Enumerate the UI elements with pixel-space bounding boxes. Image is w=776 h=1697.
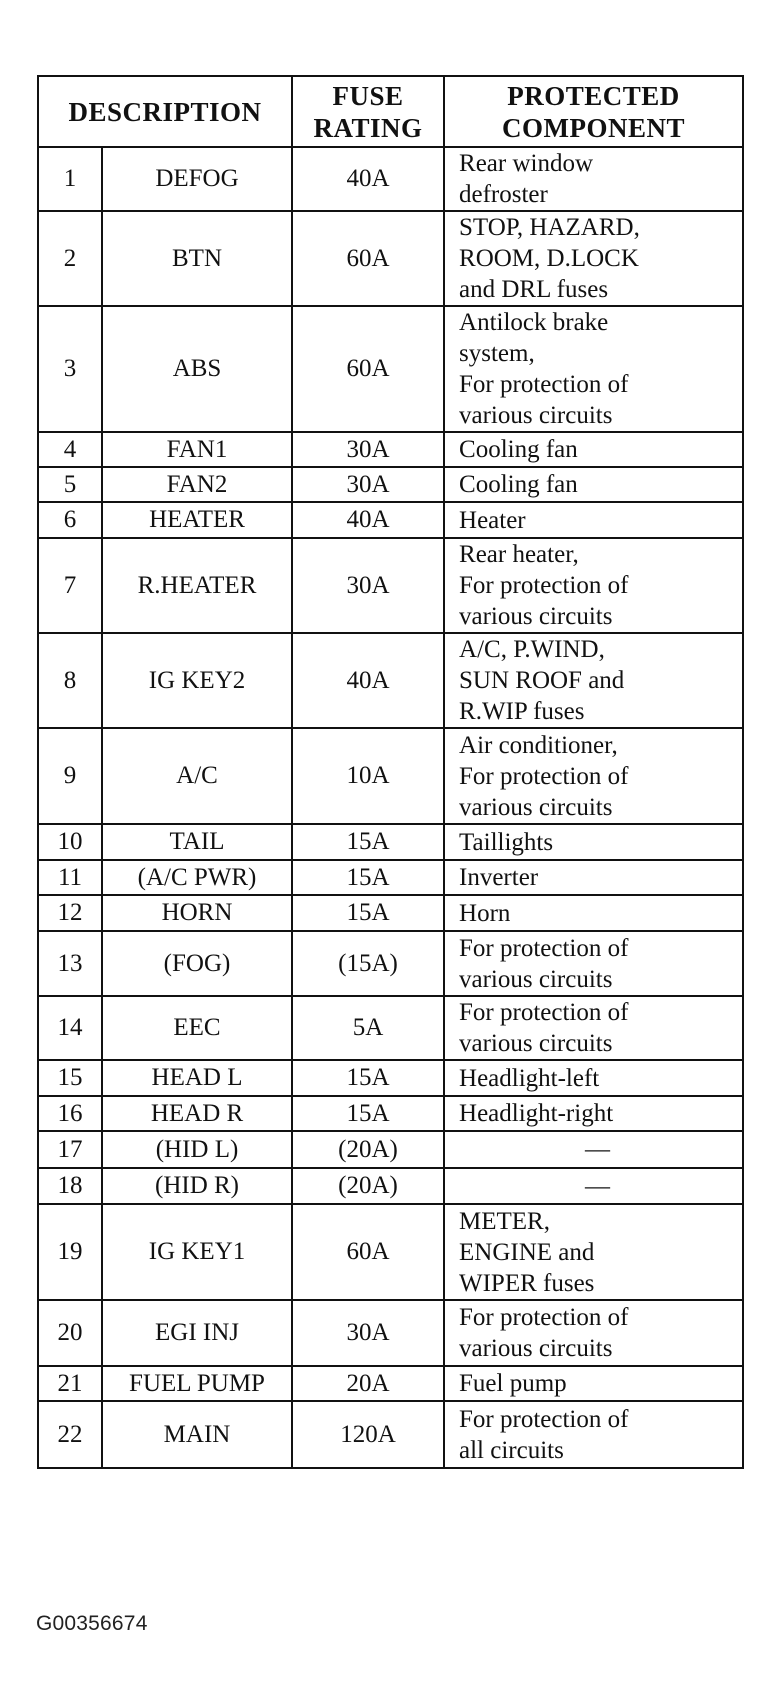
fuse-number: 3 bbox=[38, 306, 102, 432]
protected-component: METER, ENGINE and WIPER fuses bbox=[444, 1204, 743, 1300]
fuse-number: 2 bbox=[38, 211, 102, 306]
table-row bbox=[38, 1096, 743, 1131]
fuse-name: HEAD R bbox=[102, 1096, 292, 1131]
fuse-name: A/C bbox=[102, 728, 292, 824]
fuse-number: 18 bbox=[38, 1168, 102, 1204]
fuse-name: HEAD L bbox=[102, 1060, 292, 1096]
fuse-rating: 15A bbox=[292, 1060, 444, 1096]
fuse-name: (FOG) bbox=[102, 931, 292, 996]
fuse-rating: 60A bbox=[292, 1204, 444, 1300]
table-row bbox=[38, 538, 743, 633]
fuse-name: EGI INJ bbox=[102, 1300, 292, 1366]
protected-component: For protection of various circuits bbox=[444, 996, 743, 1060]
table-row bbox=[38, 1366, 743, 1401]
header-protected-component: PROTECTED COMPONENT bbox=[444, 76, 743, 147]
protected-component: Taillights bbox=[444, 824, 743, 860]
protected-component: Headlight-right bbox=[444, 1096, 743, 1131]
table-row bbox=[38, 996, 743, 1060]
fuse-number: 11 bbox=[38, 860, 102, 895]
fuse-number: 15 bbox=[38, 1060, 102, 1096]
fuse-number: 6 bbox=[38, 502, 102, 538]
fuse-number: 14 bbox=[38, 996, 102, 1060]
fuse-table-body bbox=[38, 147, 743, 1468]
fuse-name: (A/C PWR) bbox=[102, 860, 292, 895]
fuse-rating: 15A bbox=[292, 895, 444, 931]
protected-component: For protection of all circuits bbox=[444, 1401, 743, 1468]
protected-component: Air conditioner, For protection of various circuits bbox=[444, 728, 743, 824]
fuse-number: 10 bbox=[38, 824, 102, 860]
fuse-name: TAIL bbox=[102, 824, 292, 860]
protected-component: STOP, HAZARD, ROOM, D.LOCK and DRL fuses bbox=[444, 211, 743, 306]
protected-component: For protection of various circuits bbox=[444, 931, 743, 996]
table-row bbox=[38, 1300, 743, 1366]
fuse-rating: 40A bbox=[292, 633, 444, 728]
protected-component: Rear heater, For protection of various circuits bbox=[444, 538, 743, 633]
fuse-rating: 40A bbox=[292, 147, 444, 211]
fuse-rating: 20A bbox=[292, 1366, 444, 1401]
fuse-name: IG KEY2 bbox=[102, 633, 292, 728]
fuse-table bbox=[37, 75, 744, 1469]
fuse-number: 20 bbox=[38, 1300, 102, 1366]
fuse-name: IG KEY1 bbox=[102, 1204, 292, 1300]
protected-component: Horn bbox=[444, 895, 743, 931]
fuse-number: 7 bbox=[38, 538, 102, 633]
fuse-rating: 60A bbox=[292, 306, 444, 432]
fuse-number: 4 bbox=[38, 432, 102, 467]
protected-component: Rear window defroster bbox=[444, 147, 743, 211]
fuse-rating: 30A bbox=[292, 467, 444, 502]
table-row bbox=[38, 1131, 743, 1168]
fuse-number: 16 bbox=[38, 1096, 102, 1131]
fuse-rating: (20A) bbox=[292, 1131, 444, 1168]
fuse-rating: (15A) bbox=[292, 931, 444, 996]
fuse-rating: 120A bbox=[292, 1401, 444, 1468]
table-row bbox=[38, 931, 743, 996]
fuse-number: 9 bbox=[38, 728, 102, 824]
fuse-name: MAIN bbox=[102, 1401, 292, 1468]
fuse-name: FUEL PUMP bbox=[102, 1366, 292, 1401]
table-row bbox=[38, 502, 743, 538]
figure-caption: G00356674 bbox=[36, 1612, 148, 1635]
protected-component: Antilock brake system, For protection of various circuits bbox=[444, 306, 743, 432]
table-row bbox=[38, 306, 743, 432]
table-row bbox=[38, 1060, 743, 1096]
table-row bbox=[38, 728, 743, 824]
fuse-number: 22 bbox=[38, 1401, 102, 1468]
fuse-name: FAN1 bbox=[102, 432, 292, 467]
protected-component: — bbox=[444, 1168, 743, 1204]
fuse-number: 19 bbox=[38, 1204, 102, 1300]
table-row bbox=[38, 895, 743, 931]
fuse-name: BTN bbox=[102, 211, 292, 306]
table-row bbox=[38, 467, 743, 502]
fuse-name: HEATER bbox=[102, 502, 292, 538]
protected-component: Cooling fan bbox=[444, 432, 743, 467]
protected-component: Inverter bbox=[444, 860, 743, 895]
fuse-rating: 30A bbox=[292, 538, 444, 633]
protected-component: For protection of various circuits bbox=[444, 1300, 743, 1366]
fuse-name: FAN2 bbox=[102, 467, 292, 502]
fuse-number: 5 bbox=[38, 467, 102, 502]
fuse-rating: (20A) bbox=[292, 1168, 444, 1204]
protected-component: Fuel pump bbox=[444, 1366, 743, 1401]
fuse-rating: 15A bbox=[292, 860, 444, 895]
fuse-number: 12 bbox=[38, 895, 102, 931]
fuse-rating: 5A bbox=[292, 996, 444, 1060]
fuse-name: ABS bbox=[102, 306, 292, 432]
table-row bbox=[38, 1168, 743, 1204]
table-row bbox=[38, 1204, 743, 1300]
protected-component: — bbox=[444, 1131, 743, 1168]
header-fuse-rating: FUSE RATING bbox=[292, 76, 444, 147]
protected-component: A/C, P.WIND, SUN ROOF and R.WIP fuses bbox=[444, 633, 743, 728]
fuse-rating: 15A bbox=[292, 824, 444, 860]
fuse-rating: 30A bbox=[292, 1300, 444, 1366]
fuse-rating: 30A bbox=[292, 432, 444, 467]
fuse-name: HORN bbox=[102, 895, 292, 931]
table-row bbox=[38, 147, 743, 211]
fuse-rating: 15A bbox=[292, 1096, 444, 1131]
protected-component: Headlight-left bbox=[444, 1060, 743, 1096]
fuse-name: EEC bbox=[102, 996, 292, 1060]
table-row bbox=[38, 824, 743, 860]
fuse-rating: 40A bbox=[292, 502, 444, 538]
header-description: DESCRIPTION bbox=[38, 76, 292, 147]
table-row bbox=[38, 432, 743, 467]
protected-component: Cooling fan bbox=[444, 467, 743, 502]
fuse-number: 1 bbox=[38, 147, 102, 211]
table-row bbox=[38, 1401, 743, 1468]
table-row bbox=[38, 211, 743, 306]
fuse-number: 13 bbox=[38, 931, 102, 996]
fuse-number: 17 bbox=[38, 1131, 102, 1168]
fuse-name: R.HEATER bbox=[102, 538, 292, 633]
fuse-name: DEFOG bbox=[102, 147, 292, 211]
fuse-name: (HID L) bbox=[102, 1131, 292, 1168]
protected-component: Heater bbox=[444, 502, 743, 538]
fuse-rating: 10A bbox=[292, 728, 444, 824]
fuse-number: 8 bbox=[38, 633, 102, 728]
fuse-rating: 60A bbox=[292, 211, 444, 306]
table-row bbox=[38, 633, 743, 728]
table-row bbox=[38, 860, 743, 895]
header-row bbox=[38, 76, 743, 147]
fuse-number: 21 bbox=[38, 1366, 102, 1401]
fuse-name: (HID R) bbox=[102, 1168, 292, 1204]
